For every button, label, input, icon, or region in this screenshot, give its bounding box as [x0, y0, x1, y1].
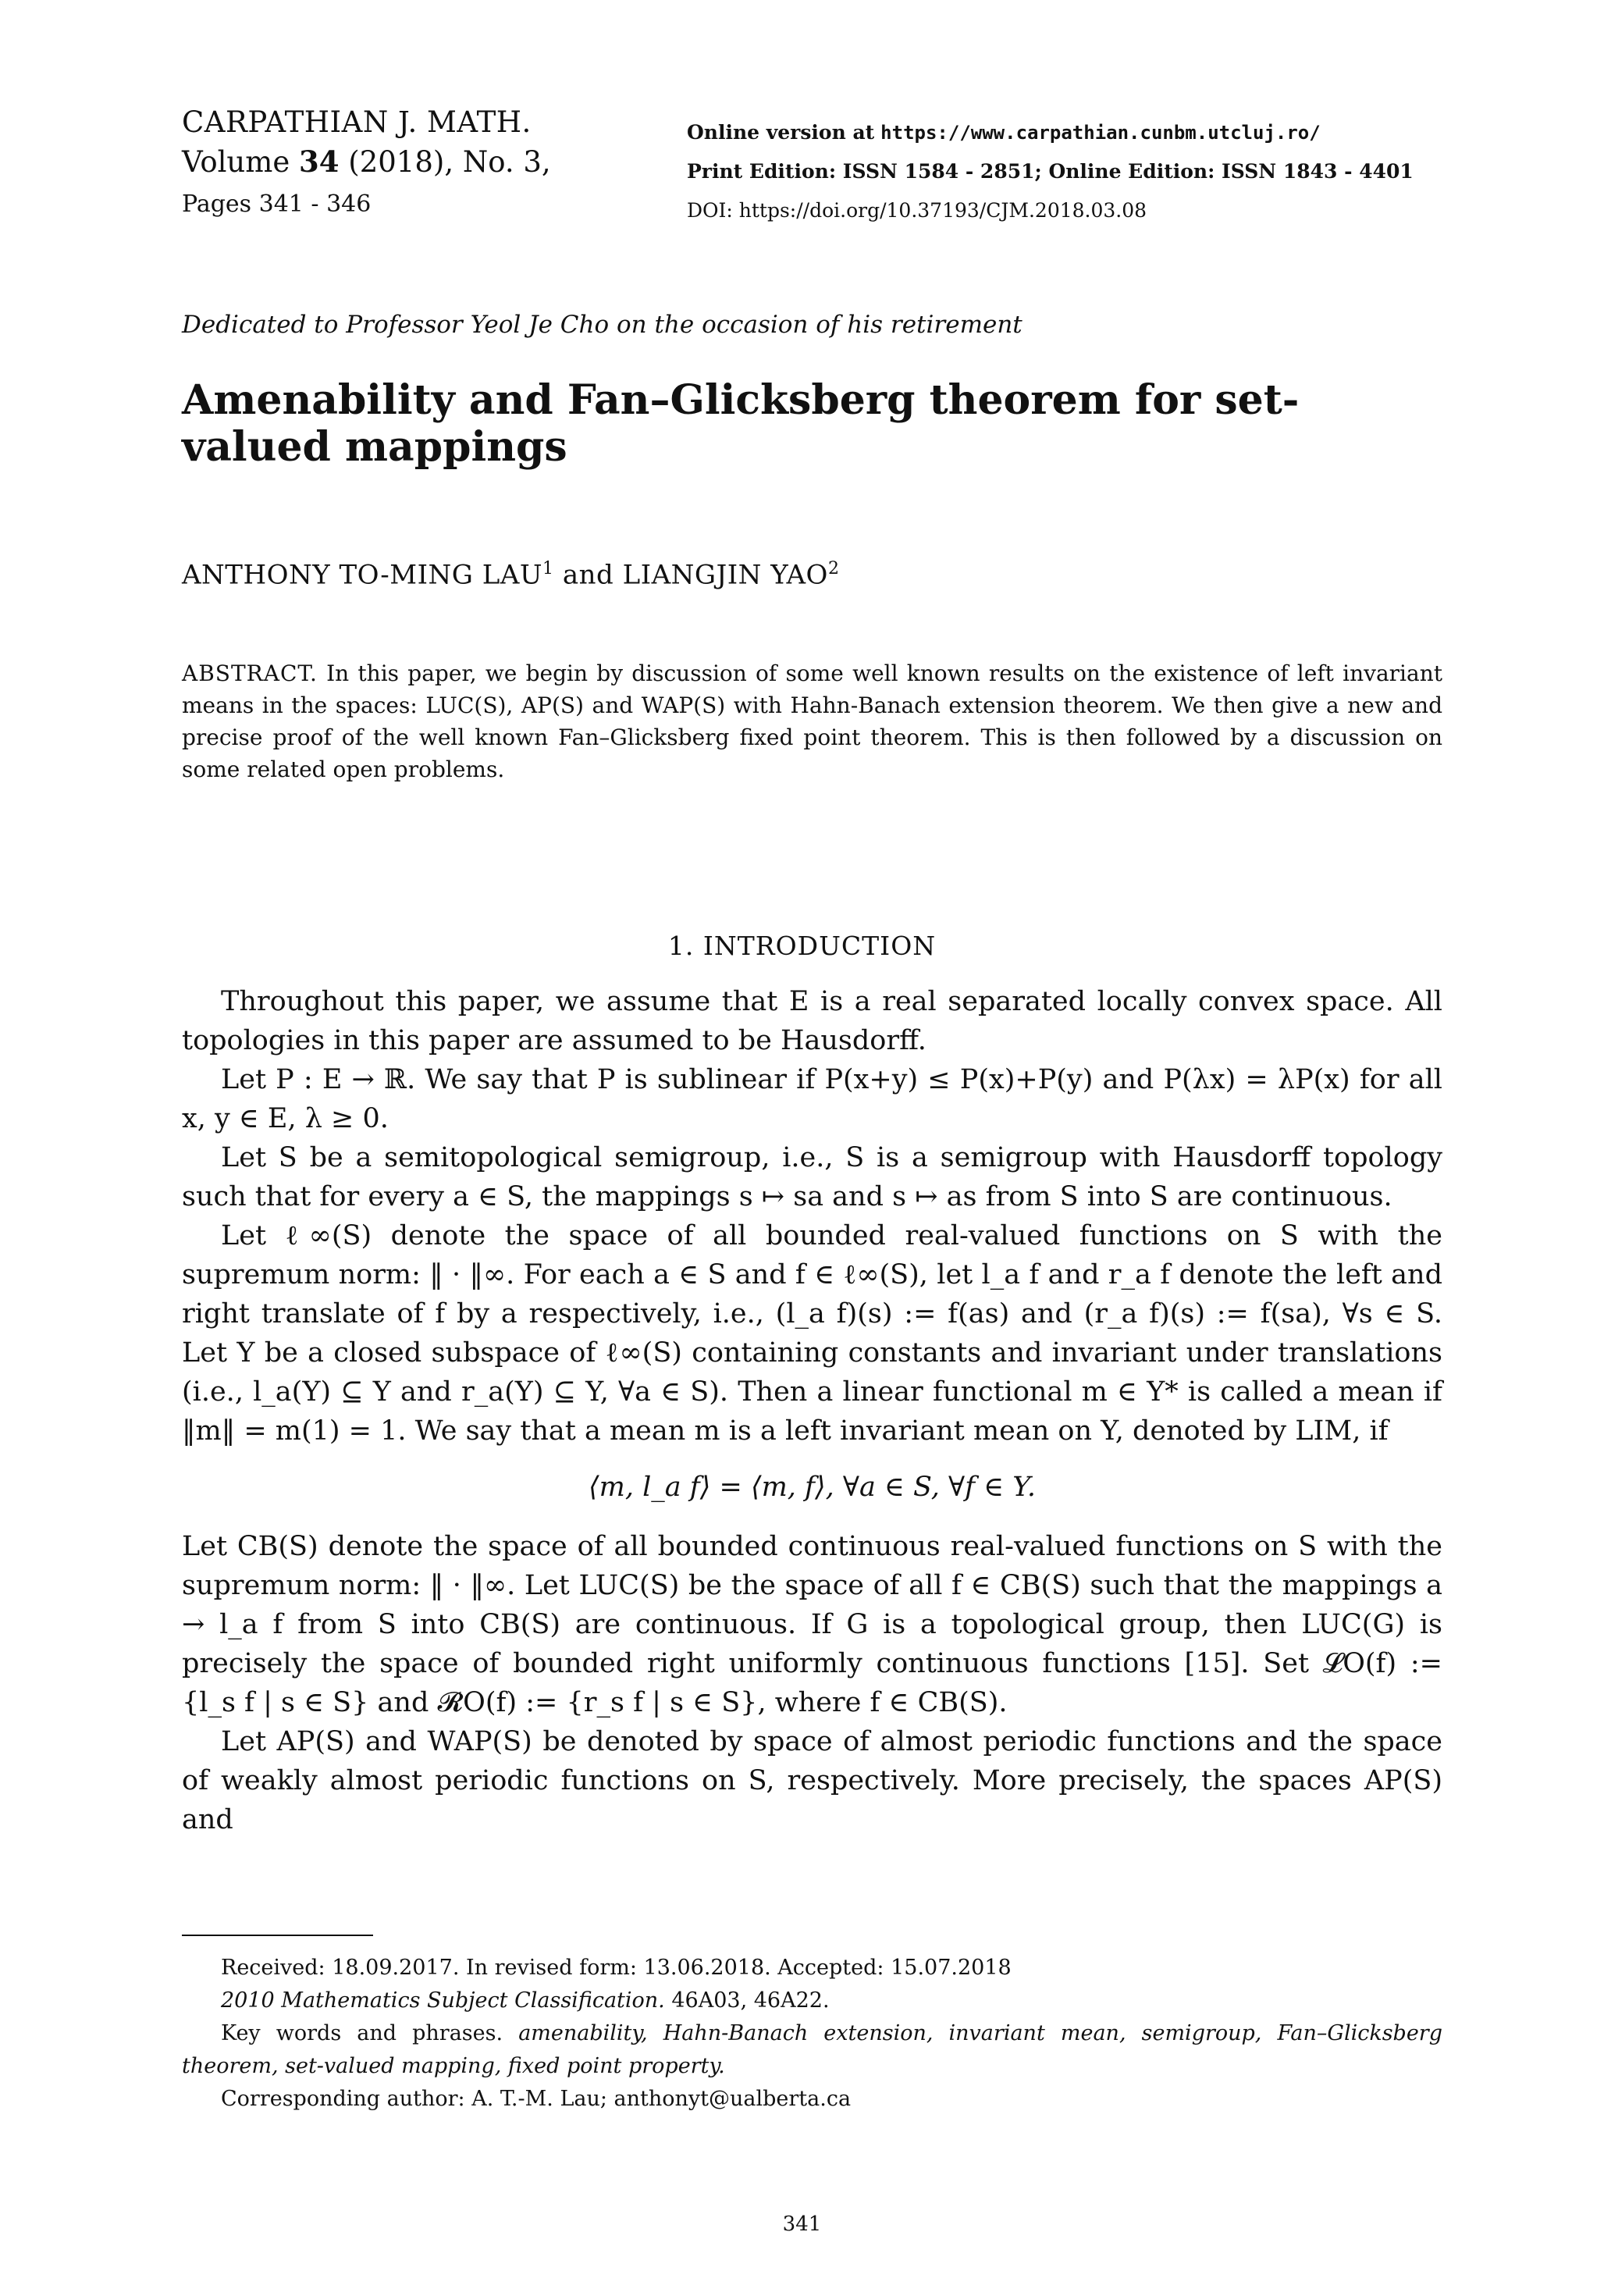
footnote-received: Received: 18.09.2017. In revised form: 13.06.2018. Accepted: 15.07.2018 [221, 1956, 1012, 1980]
online-version [687, 113, 1467, 152]
author-1: ANTHONY TO-MING LAU [182, 559, 543, 591]
authors [182, 559, 839, 590]
footnote-keywords [182, 2017, 1442, 2083]
online-url[interactable]: https://www.carpathian.cunbm.utcluj.ro/ [880, 122, 1321, 144]
paragraph: Let AP(S) and WAP(S) be denoted by space of almost periodic functions and the space of weakly almost periodic functions on S, respectively. More precisely, the spaces AP(S) and [182, 1726, 1442, 1835]
paragraph: Let CB(S) denote the space of all bounded continuous real-valued functions on S with the supremum norm: ‖ · ‖∞. Let LUC(S) be the space of all f ∈ CB(S) such that the mappings a → l_a f from S into CB(S) are continuous. If G is a topological group, then LUC(G) is precisely the space of bounded right uniformly continuous functions [15]. Set 𝓛O(f) := {l_s f | s ∈ S} and 𝓡O(f) := {r_s f | s ∈ S}, where f ∈ CB(S). [182, 1531, 1442, 1718]
msc-label: 2010 Mathematics Subject Classification. [221, 1988, 665, 2013]
doi[interactable]: DOI: https://doi.org/10.37193/CJM.2018.03.08 [687, 199, 1147, 222]
paragraph: Let ℓ∞(S) denote the space of all bounded real-valued functions on S with the supremum norm: ‖ · ‖∞. For each a ∈ S and f ∈ ℓ∞(S), let l_a f and r_a f denote the left and right translate of f by a respectively, i.e., (l_a f)(s) := f(as) and (r_a f)(s) := f(sa), ∀s ∈ S. Let Y be a closed subspace of ℓ∞(S) containing constants and invariant under translations (i.e., l_a(Y) ⊆ Y and r_a(Y) ⊆ Y, ∀a ∈ S). Then a linear functional m ∈ Y* is called a mean if ‖m‖ = m(1) = 1. We say that a mean m is a left invariant mean on Y, denoted by LIM, if [182, 1220, 1442, 1447]
journal-header [182, 103, 681, 224]
volume-suffix: (2018), No. 3, [348, 145, 551, 179]
page-range: Pages 341 - 346 [182, 190, 372, 218]
footnote-rule [182, 1935, 373, 1936]
msc-value: 46A03, 46A22. [671, 1988, 830, 2013]
volume-line [182, 142, 681, 182]
abstract-text: In this paper, we begin by discussion of some well known results on the existence of left invariant means in the spaces: LUC(S), AP(S) and WAP(S) with Hahn-Banach extension theorem. We then give a new and precise proof of the well known Fan–Glicksberg fixed point theorem. This is then followed by a discussion on some related open problems. [182, 660, 1442, 782]
publication-info [687, 113, 1467, 230]
print-edition: Print Edition: ISSN 1584 - 2851; Online Edition: ISSN 1843 - 4401 [687, 160, 1414, 183]
dedication: Dedicated to Professor Yeol Je Cho on the occasion of his retirement [182, 311, 1023, 339]
paragraph: Let P : E → ℝ. We say that P is sublinear if P(x+y) ≤ P(x)+P(y) and P(λx) = λP(x) for all x, y ∈ E, λ ≥ 0. [182, 1064, 1442, 1134]
online-label: Online version at [687, 121, 875, 144]
volume-prefix: Volume [182, 145, 290, 179]
paragraph: Throughout this paper, we assume that E is a real separated locally convex space. All topologies in this paper are assumed to be Hausdorff. [182, 986, 1442, 1056]
authors-and: and [562, 559, 614, 591]
keywords-label: Key words and phrases. [221, 2021, 503, 2045]
abstract-label: ABSTRACT. [182, 660, 318, 686]
page-number: 341 [782, 2212, 822, 2236]
abstract [182, 657, 1442, 785]
paragraph: Let S be a semitopological semigroup, i.e., S is a semigroup with Hausdorff topology such that for every a ∈ S, the mappings s ↦ sa and s ↦ as from S into S are continuous. [182, 1142, 1442, 1212]
author-2: LIANGJIN YAO [622, 559, 828, 591]
volume-number: 34 [299, 144, 340, 179]
paper-title: Amenability and Fan–Glicksberg theorem for set-valued mappings [182, 376, 1300, 471]
section-heading: 1. INTRODUCTION [667, 931, 937, 961]
body-text [182, 982, 1442, 1839]
keywords-value: amenability, Hahn-Banach extension, invariant mean, semigroup, Fan–Glicksberg theorem, set-valued mapping, fixed point property. [182, 2021, 1442, 2078]
footnote-corresponding: Corresponding author: A. T.-M. Lau; anthonyt@ualberta.ca [221, 2087, 852, 2111]
display-equation: ⟨m, l_a f⟩ = ⟨m, f⟩, ∀a ∈ S, ∀f ∈ Y. [588, 1472, 1036, 1503]
footnote-msc [182, 1985, 1442, 2017]
author-1-affil: 1 [542, 559, 554, 578]
footnotes [182, 1952, 1442, 2116]
journal-name: CARPATHIAN J. MATH. [182, 105, 532, 139]
author-2-affil: 2 [827, 559, 840, 578]
